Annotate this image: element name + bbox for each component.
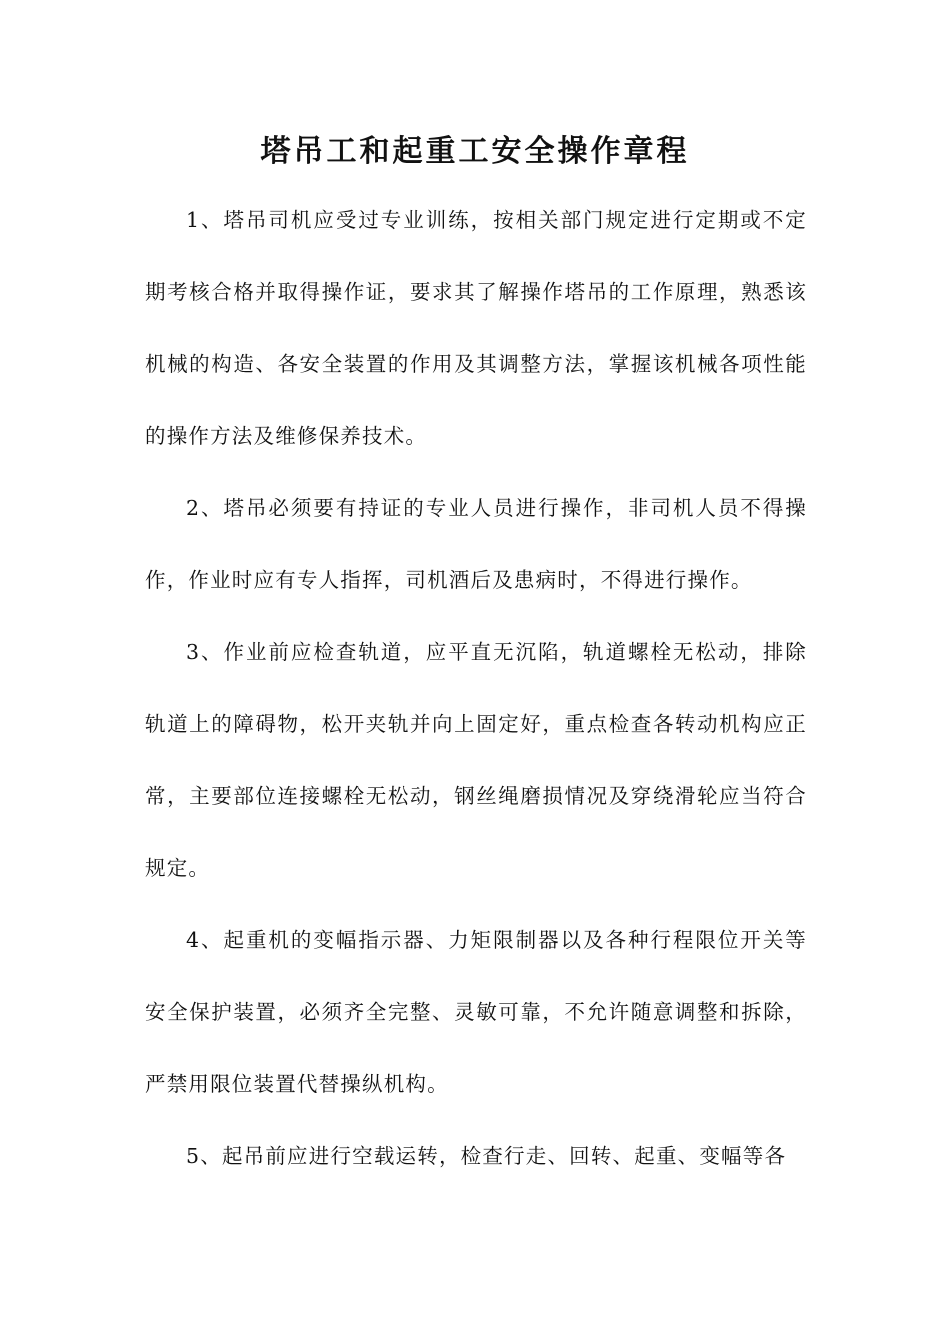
paragraph-5: 5、起吊前应进行空载运转，检查行走、回转、起重、变幅等各 [186, 1144, 787, 1168]
document-title: 塔吊工和起重工安全操作章程 [260, 134, 690, 169]
paragraph-4: 4、起重机的变幅指示器、力矩限制器以及各种行程限位开关等安全保护装置，必须齐全完整、灵敏可靠，不允许随意调整和拆除，严禁用限位装置代替操纵机构。 [145, 928, 807, 1096]
paragraph-3: 3、作业前应检查轨道，应平直无沉陷，轨道螺栓无松动，排除轨道上的障碍物，松开夹轨并向上固定好，重点检查各转动机构应正常，主要部位连接螺栓无松动，钢丝绳磨损情况及穿绕滑轮应当符合规定。 [145, 640, 807, 880]
paragraph-1: 1、塔吊司机应受过专业训练，按相关部门规定进行定期或不定期考核合格并取得操作证，要求其了解操作塔吊的工作原理，熟悉该机械的构造、各安全装置的作用及其调整方法，掌握该机械各项性能的操作方法及维修保养技术。 [145, 208, 807, 448]
paragraph-2: 2、塔吊必须要有持证的专业人员进行操作，非司机人员不得操作，作业时应有专人指挥，司机酒后及患病时，不得进行操作。 [145, 496, 807, 592]
document-body [145, 184, 807, 1192]
